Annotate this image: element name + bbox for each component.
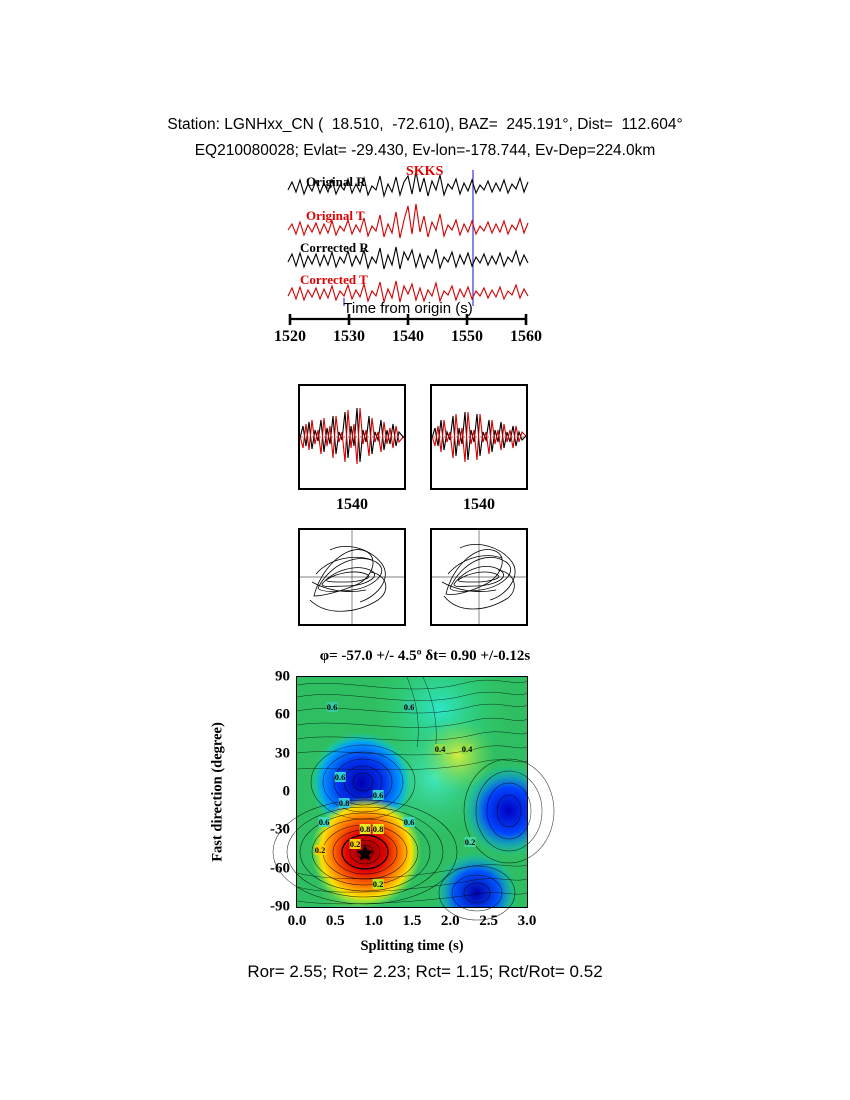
time-tick-3: 1550 (451, 328, 483, 345)
x-tick-5: 2.5 (479, 913, 498, 929)
time-axis (288, 314, 528, 328)
contour-label-5: 0.6 (372, 790, 384, 800)
trace-label-original-t: Original T (306, 208, 365, 223)
fast-slow-waveforms-left (300, 386, 404, 488)
error-surface-image (297, 677, 527, 907)
y-tick--30: -30 (270, 821, 290, 838)
y-axis-label: Fast direction (degree) (209, 722, 226, 862)
error-surface-chart (270, 668, 537, 929)
time-tick-2: 1540 (392, 328, 424, 345)
x-tick-6: 3.0 (517, 913, 537, 929)
x-tick-1: 0.5 (325, 913, 345, 929)
waveform-panel (288, 164, 528, 318)
contour-label-1: 0.6 (403, 702, 415, 712)
window-label-right: 1540 (463, 496, 495, 513)
event-info-line: EQ210080028; Evlat= -29.430, Ev-lon=-178.744, Ev-Dep=224.0km (194, 142, 656, 159)
contour-label-0: 0.6 (326, 702, 338, 712)
particle-motion-curve-left (300, 530, 404, 624)
fast-slow-waveforms-right (432, 386, 526, 488)
y-tick-90: 90 (275, 668, 290, 685)
x-tick-2: 1.0 (364, 913, 383, 929)
quality-metrics-line: Ror= 2.55; Rot= 2.23; Rct= 1.15; Rct/Rot= 0.52 (247, 962, 603, 981)
contour-label-12: 0.2 (349, 839, 361, 849)
contour-label-10: 0.8 (372, 824, 384, 834)
contour-label-7: 0.6 (318, 817, 330, 827)
particle-motion-right (430, 528, 528, 626)
contour-label-14: 0.2 (372, 879, 384, 889)
time-tick-0: 1520 (274, 328, 306, 345)
corrected-window-right (430, 384, 528, 490)
window-label-left: 1540 (336, 496, 368, 513)
particle-motion-curve-right (432, 530, 526, 624)
contour-label-13: 0.2 (464, 837, 476, 847)
contour-label-3: 0.4 (461, 744, 473, 754)
x-axis-label: Splitting time (s) (360, 938, 464, 954)
y-tick-0: 0 (282, 783, 290, 800)
y-tick-60: 60 (275, 706, 290, 723)
time-tick-1: 1530 (333, 328, 365, 345)
contour-label-2: 0.4 (434, 744, 446, 754)
corrected-window-left (298, 384, 406, 490)
trace-label-corrected-t: Corrected T (300, 272, 368, 287)
contour-label-4: 0.6 (334, 772, 346, 782)
x-tick-3: 1.5 (402, 913, 422, 929)
contour-label-8: 0.6 (403, 817, 415, 827)
time-axis-title: Time from origin (s) (343, 300, 473, 317)
y-tick-30: 30 (275, 745, 290, 762)
particle-motion-left (298, 528, 406, 626)
station-info-line: Station: LGNHxx_CN ( 18.510, -72.610), BAZ= 245.191°, Dist= 112.604° (167, 116, 683, 133)
y-tick--60: -60 (270, 860, 290, 877)
splitting-result-title: φ= -57.0 +/- 4.5º δt= 0.90 +/-0.12s (319, 648, 531, 664)
x-tick-4: 2.0 (440, 913, 460, 929)
trace-label-original-r: Original R (306, 174, 366, 189)
y-tick--90: -90 (270, 898, 290, 915)
phase-label-skks: SKKS (406, 164, 444, 179)
x-tick-0: 0.0 (287, 913, 307, 929)
trace-label-corrected-r: Corrected R (300, 240, 369, 255)
error-surface-plot-area (270, 668, 537, 929)
figure-header (0, 112, 850, 164)
time-tick-4: 1560 (510, 328, 542, 345)
time-axis-ticklabels (258, 328, 558, 352)
contour-label-6: 0.8 (338, 798, 350, 808)
contour-label-11: 0.2 (314, 845, 326, 855)
contour-label-9: 0.8 (359, 824, 371, 834)
